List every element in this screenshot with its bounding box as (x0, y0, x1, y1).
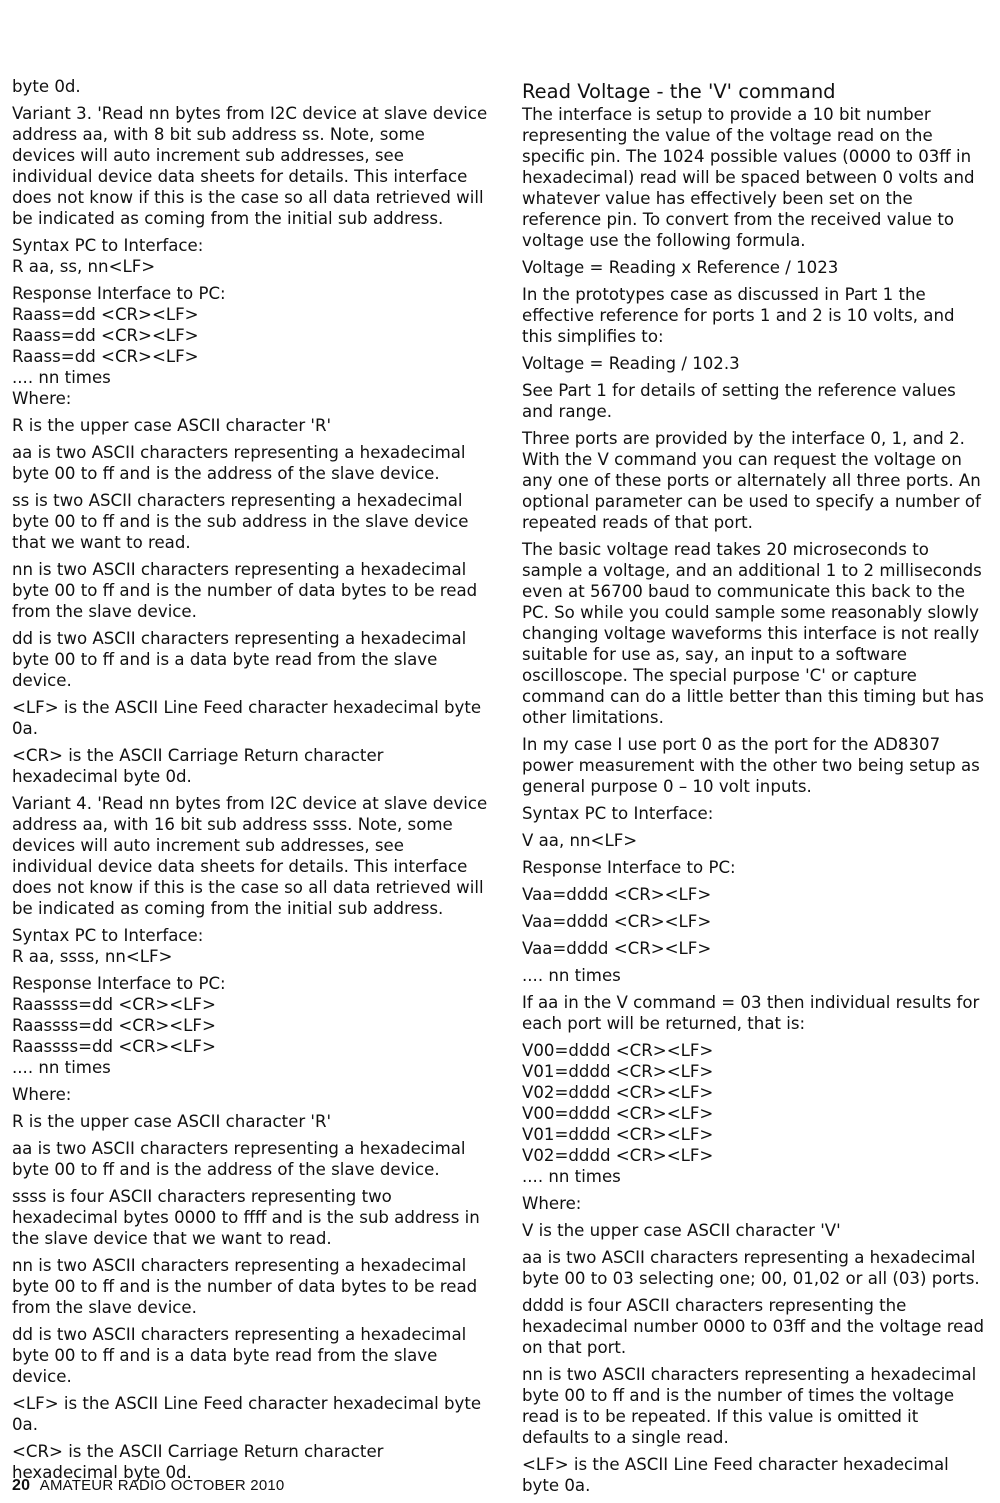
paragraph: aa is two ASCII characters representing a hexadecimal byte 00 to 03 selecting one; 00, 01,02 or all (03) ports. (522, 1248, 980, 1288)
paragraph: <LF> is the ASCII Line Feed character hexadecimal byte 0a. (522, 1455, 949, 1495)
paragraph: If aa in the V command = 03 then individual results for each port will be returned, that is: (522, 993, 980, 1033)
paragraph: Response Interface to PC: Raassss=dd <CR><LF> Raassss=dd <CR><LF> Raassss=dd <CR><LF> .... nn times (12, 974, 226, 1077)
paragraph: ssss is four ASCII characters representing two hexadecimal bytes 0000 to ffff and is the sub address in the slave device that we want to read. (12, 1187, 480, 1248)
section-heading: Read Voltage - the 'V' command (522, 80, 836, 103)
paragraph: R is the upper case ASCII character 'R' (12, 1112, 332, 1131)
paragraph: Variant 4. 'Read nn bytes from I2C device at slave device address aa, with 16 bit sub address ssss. Note, some devices will auto increment sub addresses, see individual device data sheets for details. This interface does not know if this is the case so all data retrieved will be indicated as coming from the initial sub address. (12, 794, 488, 918)
paragraph: In my case I use port 0 as the port for the AD8307 power measurement with the other two being setup as general purpose 0 – 10 volt inputs. (522, 735, 980, 796)
paragraph: dddd is four ASCII characters representing the hexadecimal number 0000 to 03ff and the voltage read on that port. (522, 1296, 985, 1357)
page-number: 20 (12, 1477, 31, 1494)
paragraph: Vaa=dddd <CR><LF> (522, 939, 712, 958)
paragraph: Response Interface to PC: (522, 858, 736, 877)
paragraph: nn is two ASCII characters representing a hexadecimal byte 00 to ff and is the number of times the voltage read is to be repeated. If this value is omitted it defaults to a single read. (522, 1365, 977, 1447)
paragraph: Response Interface to PC: Raass=dd <CR><LF> Raass=dd <CR><LF> Raass=dd <CR><LF> .... nn times Where: (12, 284, 226, 408)
paragraph: The interface is setup to provide a 10 bit number representing the value of the voltage read on the specific pin. The 1024 possible values (0000 to 03ff in hexadecimal) read will be spaced between 0 volts and whatever value has effectively been set on the reference pin. To convert from the received value to voltage use the following formula. (522, 105, 975, 250)
paragraph: <LF> is the ASCII Line Feed character hexadecimal byte 0a. (12, 698, 482, 738)
paragraph: Where: (12, 1085, 72, 1104)
left-column (12, 76, 488, 1489)
paragraph: aa is two ASCII characters representing a hexadecimal byte 00 to ff and is the address of the slave device. (12, 1139, 466, 1179)
paragraph: Syntax PC to Interface: R aa, ssss, nn<LF> (12, 926, 204, 966)
paragraph: <LF> is the ASCII Line Feed character hexadecimal byte 0a. (12, 1394, 482, 1434)
paragraph: R is the upper case ASCII character 'R' (12, 416, 332, 435)
paragraph: dd is two ASCII characters representing a hexadecimal byte 00 to ff and is a data byte read from the slave device. (12, 629, 467, 690)
paragraph: Voltage = Reading x Reference / 1023 (522, 258, 839, 277)
paragraph: nn is two ASCII characters representing a hexadecimal byte 00 to ff and is the number of data bytes to be read from the slave device. (12, 560, 478, 621)
paragraph: Syntax PC to Interface: (522, 804, 714, 823)
paragraph: Three ports are provided by the interface 0, 1, and 2. With the V command you can request the voltage on any one of these ports or alternately all three ports. An optional parameter can be used to specify a number of repeated reads of that port. (522, 429, 981, 532)
paragraph: <CR> is the ASCII Carriage Return character hexadecimal byte 0d. (12, 1442, 384, 1482)
paragraph: Vaa=dddd <CR><LF> (522, 885, 712, 904)
paragraph: nn is two ASCII characters representing a hexadecimal byte 00 to ff and is the number of data bytes to be read from the slave device. (12, 1256, 478, 1317)
publication-title: AMATEUR RADIO OCTOBER 2010 (39, 1477, 285, 1494)
right-column (522, 76, 990, 1502)
paragraph: Vaa=dddd <CR><LF> (522, 912, 712, 931)
paragraph: <CR> is the ASCII Carriage Return character hexadecimal byte 0d. (12, 746, 384, 786)
paragraph: The basic voltage read takes 20 microseconds to sample a voltage, and an additional 1 to 2 milliseconds even at 56700 baud to communicate this back to the PC. So while you could sample some reasonably slowly changing voltage waveforms this interface is not really suitable for use as, say, an input to a software oscilloscope. The special purpose 'C' or capture command can do a little better than this timing but has other limitations. (522, 540, 984, 727)
paragraph: Variant 3. 'Read nn bytes from I2C device at slave device address aa, with 8 bit sub address ss. Note, some devices will auto increment sub addresses, see individual device data sheets for details. This interface does not know if this is the case so all data retrieved will be indicated as coming from the initial sub address. (12, 104, 488, 228)
paragraph: Where: (522, 1194, 582, 1213)
paragraph: aa is two ASCII characters representing a hexadecimal byte 00 to ff and is the address of the slave device. (12, 443, 466, 483)
paragraph: V is the upper case ASCII character 'V' (522, 1221, 841, 1240)
paragraph: See Part 1 for details of setting the reference values and range. (522, 381, 956, 421)
paragraph: V00=dddd <CR><LF> V01=dddd <CR><LF> V02=dddd <CR><LF> V00=dddd <CR><LF> V01=dddd <CR><LF> V02=dddd <CR><LF> .... nn times (522, 1041, 714, 1186)
paragraph: In the prototypes case as discussed in Part 1 the effective reference for ports 1 and 2 is 10 volts, and this simplifies to: (522, 285, 955, 346)
paragraph: Syntax PC to Interface: R aa, ss, nn<LF> (12, 236, 204, 276)
paragraph: .... nn times (522, 966, 621, 985)
page-footer (12, 1477, 284, 1495)
paragraph: ss is two ASCII characters representing a hexadecimal byte 00 to ff and is the sub address in the slave device that we want to read. (12, 491, 469, 552)
paragraph: dd is two ASCII characters representing a hexadecimal byte 00 to ff and is a data byte read from the slave device. (12, 1325, 467, 1386)
paragraph: V aa, nn<LF> (522, 831, 638, 850)
paragraph: byte 0d. (12, 77, 81, 96)
paragraph: Voltage = Reading / 102.3 (522, 354, 740, 373)
